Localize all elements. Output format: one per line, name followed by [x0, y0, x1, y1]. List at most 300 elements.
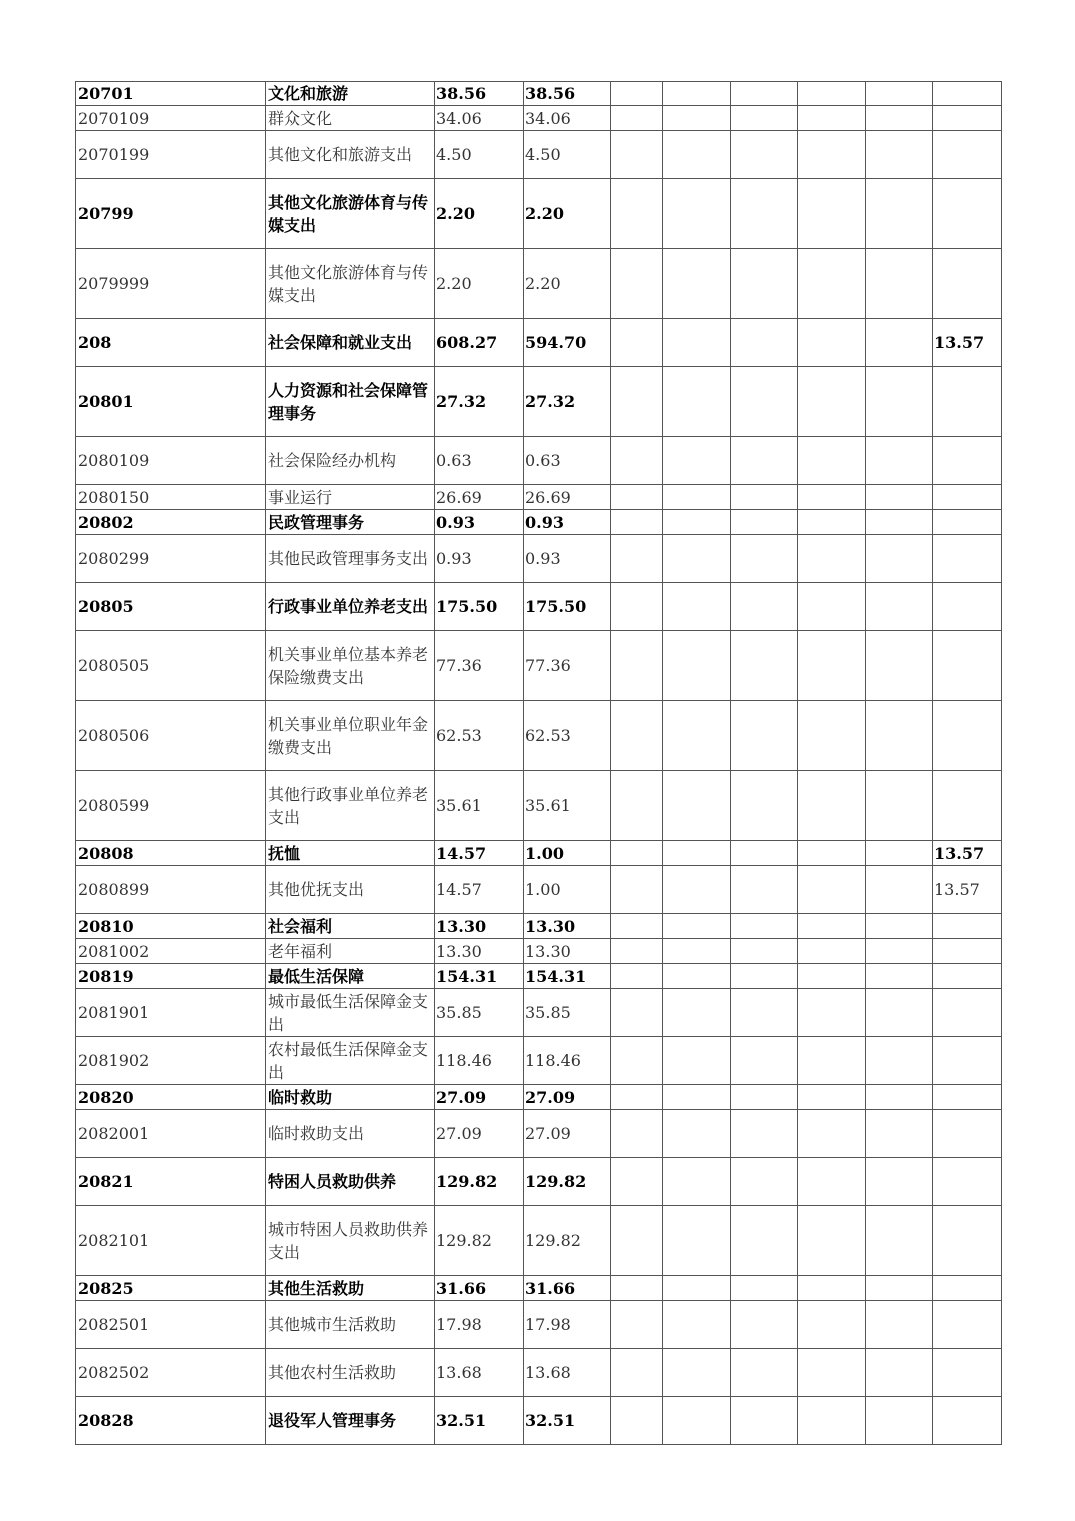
other-cell — [933, 510, 1002, 535]
empty-cell — [798, 179, 866, 249]
empty-cell — [798, 1085, 866, 1110]
empty-cell — [866, 866, 933, 914]
total-cell: 13.30 — [435, 939, 524, 964]
table-row — [76, 1276, 1002, 1301]
empty-cell — [798, 1397, 866, 1445]
empty-cell — [663, 1301, 731, 1349]
other-cell — [933, 1397, 1002, 1445]
table-row — [76, 1158, 1002, 1206]
total-cell: 26.69 — [435, 485, 524, 510]
total-cell: 62.53 — [435, 701, 524, 771]
other-cell — [933, 535, 1002, 583]
empty-cell — [866, 1349, 933, 1397]
empty-cell — [663, 82, 731, 106]
empty-cell — [611, 841, 663, 866]
code-cell: 20805 — [76, 583, 266, 631]
name-cell: 老年福利 — [266, 939, 435, 964]
empty-cell — [731, 989, 798, 1037]
empty-cell — [798, 437, 866, 485]
empty-cell — [866, 485, 933, 510]
table-row — [76, 631, 1002, 701]
total-cell: 35.61 — [435, 771, 524, 841]
empty-cell — [611, 1276, 663, 1301]
table-row — [76, 535, 1002, 583]
empty-cell — [798, 510, 866, 535]
name-cell: 城市特困人员救助供养支出 — [266, 1206, 435, 1276]
total-cell: 13.30 — [435, 914, 524, 939]
name-cell: 其他生活救助 — [266, 1276, 435, 1301]
empty-cell — [611, 437, 663, 485]
total-cell: 129.82 — [435, 1158, 524, 1206]
empty-cell — [663, 1276, 731, 1301]
empty-cell — [611, 1085, 663, 1110]
empty-cell — [611, 82, 663, 106]
table-row — [76, 1206, 1002, 1276]
empty-cell — [798, 106, 866, 131]
empty-cell — [866, 1397, 933, 1445]
other-cell: 13.57 — [933, 841, 1002, 866]
empty-cell — [611, 510, 663, 535]
empty-cell — [611, 179, 663, 249]
table-row — [76, 989, 1002, 1037]
basic-cell: 129.82 — [524, 1206, 611, 1276]
name-cell: 其他文化和旅游支出 — [266, 131, 435, 179]
basic-cell: 13.30 — [524, 939, 611, 964]
other-cell — [933, 1158, 1002, 1206]
code-cell: 20802 — [76, 510, 266, 535]
code-cell: 208 — [76, 319, 266, 367]
table-row — [76, 106, 1002, 131]
total-cell: 32.51 — [435, 1397, 524, 1445]
empty-cell — [663, 1206, 731, 1276]
empty-cell — [611, 914, 663, 939]
empty-cell — [866, 106, 933, 131]
name-cell: 城市最低生活保障金支出 — [266, 989, 435, 1037]
empty-cell — [798, 319, 866, 367]
empty-cell — [866, 1110, 933, 1158]
total-cell: 13.68 — [435, 1349, 524, 1397]
empty-cell — [866, 510, 933, 535]
total-cell: 38.56 — [435, 82, 524, 106]
empty-cell — [663, 535, 731, 583]
table-row — [76, 319, 1002, 367]
empty-cell — [866, 701, 933, 771]
empty-cell — [611, 1037, 663, 1085]
empty-cell — [663, 437, 731, 485]
total-cell: 17.98 — [435, 1301, 524, 1349]
empty-cell — [731, 82, 798, 106]
basic-cell: 34.06 — [524, 106, 611, 131]
table-row — [76, 771, 1002, 841]
empty-cell — [731, 1206, 798, 1276]
basic-cell: 13.30 — [524, 914, 611, 939]
empty-cell — [866, 771, 933, 841]
empty-cell — [731, 249, 798, 319]
basic-cell: 35.85 — [524, 989, 611, 1037]
other-cell: 13.57 — [933, 319, 1002, 367]
empty-cell — [798, 701, 866, 771]
name-cell: 临时救助支出 — [266, 1110, 435, 1158]
empty-cell — [731, 841, 798, 866]
table-row — [76, 1301, 1002, 1349]
basic-cell: 2.20 — [524, 179, 611, 249]
empty-cell — [866, 914, 933, 939]
other-cell — [933, 964, 1002, 989]
total-cell: 2.20 — [435, 249, 524, 319]
empty-cell — [731, 631, 798, 701]
empty-cell — [611, 131, 663, 179]
other-cell — [933, 583, 1002, 631]
basic-cell: 35.61 — [524, 771, 611, 841]
empty-cell — [731, 1276, 798, 1301]
empty-cell — [731, 1301, 798, 1349]
total-cell: 0.93 — [435, 510, 524, 535]
empty-cell — [798, 82, 866, 106]
empty-cell — [798, 631, 866, 701]
total-cell: 14.57 — [435, 841, 524, 866]
empty-cell — [663, 841, 731, 866]
table-row — [76, 249, 1002, 319]
empty-cell — [866, 179, 933, 249]
empty-cell — [663, 914, 731, 939]
empty-cell — [798, 485, 866, 510]
empty-cell — [663, 1037, 731, 1085]
name-cell: 群众文化 — [266, 106, 435, 131]
empty-cell — [663, 1085, 731, 1110]
other-cell — [933, 914, 1002, 939]
empty-cell — [731, 964, 798, 989]
name-cell: 其他城市生活救助 — [266, 1301, 435, 1349]
basic-cell: 129.82 — [524, 1158, 611, 1206]
total-cell: 14.57 — [435, 866, 524, 914]
empty-cell — [866, 939, 933, 964]
empty-cell — [731, 701, 798, 771]
code-cell: 2080505 — [76, 631, 266, 701]
empty-cell — [663, 701, 731, 771]
empty-cell — [731, 535, 798, 583]
empty-cell — [798, 841, 866, 866]
empty-cell — [731, 510, 798, 535]
code-cell: 20820 — [76, 1085, 266, 1110]
empty-cell — [731, 1037, 798, 1085]
empty-cell — [731, 1085, 798, 1110]
code-cell: 20701 — [76, 82, 266, 106]
basic-cell: 26.69 — [524, 485, 611, 510]
empty-cell — [731, 131, 798, 179]
total-cell: 27.32 — [435, 367, 524, 437]
table-row — [76, 1349, 1002, 1397]
total-cell: 0.63 — [435, 437, 524, 485]
code-cell: 2070109 — [76, 106, 266, 131]
total-cell: 118.46 — [435, 1037, 524, 1085]
empty-cell — [611, 367, 663, 437]
table-row — [76, 914, 1002, 939]
other-cell — [933, 701, 1002, 771]
name-cell: 其他行政事业单位养老支出 — [266, 771, 435, 841]
other-cell — [933, 1206, 1002, 1276]
code-cell: 2082101 — [76, 1206, 266, 1276]
empty-cell — [798, 583, 866, 631]
other-cell — [933, 106, 1002, 131]
empty-cell — [611, 964, 663, 989]
name-cell: 最低生活保障 — [266, 964, 435, 989]
empty-cell — [731, 179, 798, 249]
empty-cell — [663, 1110, 731, 1158]
empty-cell — [611, 319, 663, 367]
table-row — [76, 510, 1002, 535]
code-cell: 2082502 — [76, 1349, 266, 1397]
name-cell: 社会保障和就业支出 — [266, 319, 435, 367]
empty-cell — [731, 1110, 798, 1158]
empty-cell — [611, 535, 663, 583]
table-row — [76, 437, 1002, 485]
basic-cell: 2.20 — [524, 249, 611, 319]
table-row — [76, 1085, 1002, 1110]
empty-cell — [611, 939, 663, 964]
name-cell: 机关事业单位职业年金缴费支出 — [266, 701, 435, 771]
empty-cell — [866, 989, 933, 1037]
code-cell: 20808 — [76, 841, 266, 866]
table-row — [76, 701, 1002, 771]
empty-cell — [731, 485, 798, 510]
empty-cell — [663, 989, 731, 1037]
code-cell: 20821 — [76, 1158, 266, 1206]
other-cell — [933, 771, 1002, 841]
basic-cell: 27.32 — [524, 367, 611, 437]
basic-cell: 77.36 — [524, 631, 611, 701]
empty-cell — [611, 771, 663, 841]
code-cell: 20825 — [76, 1276, 266, 1301]
empty-cell — [866, 631, 933, 701]
basic-cell: 38.56 — [524, 82, 611, 106]
empty-cell — [798, 249, 866, 319]
basic-cell: 1.00 — [524, 841, 611, 866]
basic-cell: 31.66 — [524, 1276, 611, 1301]
table-row — [76, 179, 1002, 249]
other-cell — [933, 1276, 1002, 1301]
other-cell — [933, 631, 1002, 701]
table-row — [76, 485, 1002, 510]
empty-cell — [611, 701, 663, 771]
empty-cell — [663, 1349, 731, 1397]
basic-cell: 154.31 — [524, 964, 611, 989]
empty-cell — [731, 866, 798, 914]
table-row — [76, 1397, 1002, 1445]
empty-cell — [798, 1206, 866, 1276]
empty-cell — [611, 1349, 663, 1397]
empty-cell — [798, 1301, 866, 1349]
code-cell: 2080599 — [76, 771, 266, 841]
empty-cell — [798, 367, 866, 437]
empty-cell — [866, 535, 933, 583]
name-cell: 事业运行 — [266, 485, 435, 510]
empty-cell — [731, 367, 798, 437]
empty-cell — [731, 106, 798, 131]
name-cell: 抚恤 — [266, 841, 435, 866]
other-cell — [933, 1301, 1002, 1349]
other-cell — [933, 179, 1002, 249]
name-cell: 社会福利 — [266, 914, 435, 939]
other-cell — [933, 437, 1002, 485]
basic-cell: 118.46 — [524, 1037, 611, 1085]
other-cell — [933, 249, 1002, 319]
basic-cell: 32.51 — [524, 1397, 611, 1445]
name-cell: 其他农村生活救助 — [266, 1349, 435, 1397]
empty-cell — [866, 82, 933, 106]
empty-cell — [611, 989, 663, 1037]
code-cell: 20799 — [76, 179, 266, 249]
table-row — [76, 841, 1002, 866]
other-cell — [933, 1110, 1002, 1158]
empty-cell — [663, 964, 731, 989]
code-cell: 2080506 — [76, 701, 266, 771]
basic-cell: 62.53 — [524, 701, 611, 771]
table-row — [76, 367, 1002, 437]
empty-cell — [663, 631, 731, 701]
code-cell: 20819 — [76, 964, 266, 989]
name-cell: 社会保险经办机构 — [266, 437, 435, 485]
name-cell: 民政管理事务 — [266, 510, 435, 535]
total-cell: 0.93 — [435, 535, 524, 583]
code-cell: 2079999 — [76, 249, 266, 319]
total-cell: 154.31 — [435, 964, 524, 989]
name-cell: 其他优抚支出 — [266, 866, 435, 914]
empty-cell — [611, 1110, 663, 1158]
empty-cell — [798, 535, 866, 583]
empty-cell — [663, 179, 731, 249]
name-cell: 其他文化旅游体育与传媒支出 — [266, 249, 435, 319]
table-row — [76, 583, 1002, 631]
empty-cell — [663, 131, 731, 179]
name-cell: 特困人员救助供养 — [266, 1158, 435, 1206]
empty-cell — [798, 964, 866, 989]
empty-cell — [866, 437, 933, 485]
total-cell: 4.50 — [435, 131, 524, 179]
table-row — [76, 1110, 1002, 1158]
total-cell: 77.36 — [435, 631, 524, 701]
basic-cell: 1.00 — [524, 866, 611, 914]
empty-cell — [798, 1110, 866, 1158]
code-cell: 2080899 — [76, 866, 266, 914]
empty-cell — [663, 249, 731, 319]
table-row — [76, 1037, 1002, 1085]
code-cell: 2070199 — [76, 131, 266, 179]
empty-cell — [798, 1037, 866, 1085]
empty-cell — [866, 367, 933, 437]
empty-cell — [611, 866, 663, 914]
empty-cell — [866, 249, 933, 319]
basic-cell: 17.98 — [524, 1301, 611, 1349]
other-cell — [933, 1037, 1002, 1085]
empty-cell — [866, 1206, 933, 1276]
code-cell: 2081902 — [76, 1037, 266, 1085]
empty-cell — [663, 510, 731, 535]
code-cell: 2080150 — [76, 485, 266, 510]
empty-cell — [611, 631, 663, 701]
empty-cell — [798, 1276, 866, 1301]
empty-cell — [798, 1158, 866, 1206]
other-cell — [933, 367, 1002, 437]
basic-cell: 4.50 — [524, 131, 611, 179]
empty-cell — [663, 1397, 731, 1445]
empty-cell — [611, 1397, 663, 1445]
empty-cell — [798, 914, 866, 939]
empty-cell — [731, 437, 798, 485]
total-cell: 27.09 — [435, 1085, 524, 1110]
other-cell — [933, 989, 1002, 1037]
name-cell: 农村最低生活保障金支出 — [266, 1037, 435, 1085]
basic-cell: 27.09 — [524, 1085, 611, 1110]
empty-cell — [866, 131, 933, 179]
empty-cell — [731, 914, 798, 939]
name-cell: 其他文化旅游体育与传媒支出 — [266, 179, 435, 249]
name-cell: 其他民政管理事务支出 — [266, 535, 435, 583]
code-cell: 20810 — [76, 914, 266, 939]
empty-cell — [611, 583, 663, 631]
empty-cell — [731, 1158, 798, 1206]
empty-cell — [611, 485, 663, 510]
basic-cell: 175.50 — [524, 583, 611, 631]
name-cell: 人力资源和社会保障管理事务 — [266, 367, 435, 437]
empty-cell — [663, 367, 731, 437]
total-cell: 34.06 — [435, 106, 524, 131]
total-cell: 2.20 — [435, 179, 524, 249]
empty-cell — [866, 1037, 933, 1085]
empty-cell — [663, 866, 731, 914]
empty-cell — [798, 1349, 866, 1397]
table-row — [76, 131, 1002, 179]
code-cell: 20828 — [76, 1397, 266, 1445]
empty-cell — [663, 319, 731, 367]
empty-cell — [731, 771, 798, 841]
code-cell: 2080109 — [76, 437, 266, 485]
empty-cell — [663, 485, 731, 510]
empty-cell — [663, 1158, 731, 1206]
code-cell: 2082001 — [76, 1110, 266, 1158]
empty-cell — [731, 1397, 798, 1445]
table-row — [76, 866, 1002, 914]
basic-cell: 13.68 — [524, 1349, 611, 1397]
total-cell: 27.09 — [435, 1110, 524, 1158]
name-cell: 行政事业单位养老支出 — [266, 583, 435, 631]
empty-cell — [866, 1158, 933, 1206]
code-cell: 2080299 — [76, 535, 266, 583]
other-cell: 13.57 — [933, 866, 1002, 914]
code-cell: 2082501 — [76, 1301, 266, 1349]
other-cell — [933, 131, 1002, 179]
total-cell: 175.50 — [435, 583, 524, 631]
name-cell: 临时救助 — [266, 1085, 435, 1110]
other-cell — [933, 82, 1002, 106]
empty-cell — [611, 106, 663, 131]
table-row — [76, 82, 1002, 106]
empty-cell — [798, 866, 866, 914]
empty-cell — [611, 1158, 663, 1206]
other-cell — [933, 1085, 1002, 1110]
empty-cell — [866, 1301, 933, 1349]
empty-cell — [866, 841, 933, 866]
basic-cell: 594.70 — [524, 319, 611, 367]
empty-cell — [663, 583, 731, 631]
basic-cell: 0.93 — [524, 535, 611, 583]
empty-cell — [798, 939, 866, 964]
other-cell — [933, 939, 1002, 964]
name-cell: 机关事业单位基本养老保险缴费支出 — [266, 631, 435, 701]
name-cell: 文化和旅游 — [266, 82, 435, 106]
total-cell: 31.66 — [435, 1276, 524, 1301]
empty-cell — [611, 1206, 663, 1276]
table-row — [76, 939, 1002, 964]
